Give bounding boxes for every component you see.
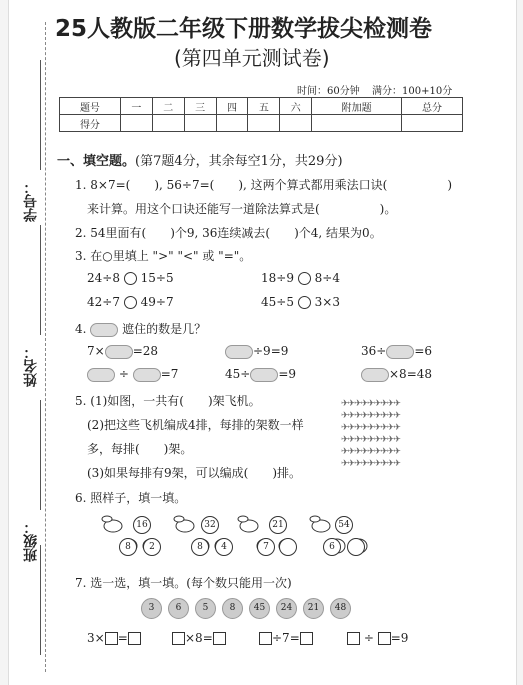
- q4-eq: [225, 367, 296, 382]
- number-badge: 48: [330, 598, 351, 619]
- compare-circle[interactable]: [124, 296, 137, 309]
- expr: 15÷5: [140, 271, 174, 285]
- page-title: 25人教版二年级下册数学拔尖检测卷: [55, 16, 433, 42]
- answer-box[interactable]: [213, 632, 226, 645]
- eq-part: =: [117, 631, 128, 645]
- top-number: 54: [335, 516, 353, 534]
- exam-time: 时间：60分钟: [297, 86, 360, 97]
- q2-text: 2. 54里面有( )个9, 36连续减去( )个4, 结果为0。: [75, 226, 382, 240]
- q4-eq: [87, 367, 178, 382]
- top-number: 16: [133, 516, 151, 534]
- score-table-header-row: [60, 98, 463, 115]
- expr: 45÷5: [261, 295, 294, 309]
- eq-part: ÷9=9: [253, 344, 289, 358]
- q5-line2: (2)把这些飞机编成4排，每排的架数一样: [87, 418, 304, 432]
- answer-box[interactable]: [105, 632, 118, 645]
- q4-stem: [75, 320, 206, 337]
- page-subtitle: (第四单元测试卷): [174, 46, 330, 70]
- score-table: [59, 97, 463, 132]
- q5-line1: 5. (1)如图，一共有( )架飞机。: [75, 394, 261, 408]
- q4-eq: [87, 344, 158, 359]
- q4-num: 4.: [75, 322, 87, 336]
- planes-row: ✈✈✈✈✈✈✈✈✈: [341, 447, 400, 457]
- bee-flower-group: [171, 514, 239, 554]
- expr: 42÷7: [87, 295, 120, 309]
- answer-box[interactable]: [300, 632, 313, 645]
- answer-circle[interactable]: [347, 538, 365, 556]
- score-cell[interactable]: [152, 115, 184, 132]
- eq-part: 7×: [87, 344, 105, 358]
- number-badge: 3: [141, 598, 162, 619]
- number-badge: 45: [249, 598, 270, 619]
- cloud-icon[interactable]: [87, 368, 115, 382]
- q1-line1: 1. 8×7=( ), 56÷7=( ), 这两个算式都用乘法口诀( ): [75, 178, 453, 192]
- answer-box[interactable]: [378, 632, 391, 645]
- line-bottom: [40, 545, 41, 655]
- row-label: 得分: [60, 115, 121, 132]
- q7-eq: [172, 631, 226, 645]
- q3-item: [261, 271, 340, 285]
- compare-circle[interactable]: [298, 272, 311, 285]
- label-banji: 班级：: [23, 520, 39, 562]
- answer-box[interactable]: [172, 632, 185, 645]
- line-xuehao: [40, 60, 41, 170]
- section-title: 一、填空题。: [57, 154, 136, 169]
- cloud-icon: [90, 323, 118, 337]
- compare-circle[interactable]: [124, 272, 137, 285]
- q7-eq: [259, 631, 313, 645]
- bee-flower-group: [235, 514, 303, 554]
- section-heading: [57, 150, 343, 169]
- top-number: 21: [269, 516, 287, 534]
- q6-stem: 6. 照样子，填一填。: [75, 491, 187, 505]
- expr: 49÷7: [140, 295, 174, 309]
- header-cell: 题号: [60, 98, 121, 115]
- left-number: 7: [257, 538, 275, 556]
- right-number: 2: [143, 538, 161, 556]
- planes-row: ✈✈✈✈✈✈✈✈✈: [341, 435, 400, 445]
- eq-part: 36÷: [361, 344, 387, 358]
- answer-box[interactable]: [347, 632, 360, 645]
- answer-box[interactable]: [128, 632, 141, 645]
- cloud-icon[interactable]: [361, 368, 389, 382]
- expr: 3×3: [314, 295, 340, 309]
- answer-circle[interactable]: [279, 538, 297, 556]
- q3-stem: 3. 在○里填上 ">" "<" 或 "="。: [75, 249, 252, 263]
- cloud-icon[interactable]: [386, 345, 414, 359]
- eq-part: ×8=48: [389, 367, 433, 381]
- score-cell[interactable]: [120, 115, 152, 132]
- q4-eq: [225, 344, 288, 359]
- binding-line: [45, 22, 46, 672]
- header-cell: 附加题: [312, 98, 402, 115]
- eq-part: =9: [278, 367, 297, 381]
- q3-item: [87, 271, 174, 285]
- score-cell[interactable]: [280, 115, 312, 132]
- right-number: 4: [215, 538, 233, 556]
- number-badge: 8: [222, 598, 243, 619]
- q5-line3: 多，每排( )架。: [87, 442, 193, 456]
- number-badge: 24: [276, 598, 297, 619]
- eq-part: ÷: [363, 631, 374, 645]
- q3-item: [87, 295, 174, 309]
- score-cell[interactable]: [216, 115, 248, 132]
- number-badge: 21: [303, 598, 324, 619]
- score-cell[interactable]: [402, 115, 463, 132]
- eq-part: =9: [390, 631, 409, 645]
- exam-full-score: 满分：100+10分: [372, 86, 453, 97]
- cloud-icon[interactable]: [250, 368, 278, 382]
- q4-stem-text: 遮住的数是几？: [122, 322, 207, 336]
- number-badge: 5: [195, 598, 216, 619]
- q4-eq: [361, 344, 432, 359]
- planes-row: ✈✈✈✈✈✈✈✈✈: [341, 459, 400, 469]
- q3-item: [261, 295, 340, 309]
- label-xingming: 姓名：: [23, 345, 39, 387]
- planes-row: ✈✈✈✈✈✈✈✈✈: [341, 399, 400, 409]
- q1-line2: 来计算。用这个口诀还能写一道除法算式是( )。: [87, 202, 397, 216]
- eq-part: 3×: [87, 631, 105, 645]
- bee-flower-group: [99, 514, 167, 554]
- score-cell[interactable]: [248, 115, 280, 132]
- eq-part: =6: [414, 344, 433, 358]
- cloud-icon[interactable]: [133, 368, 161, 382]
- exam-page: [8, 0, 517, 685]
- planes-row: ✈✈✈✈✈✈✈✈✈: [341, 411, 400, 421]
- cloud-icon[interactable]: [225, 345, 253, 359]
- header-cell: 六: [280, 98, 312, 115]
- q4-eq: [361, 367, 432, 382]
- expr: 18÷9: [261, 271, 294, 285]
- cloud-icon[interactable]: [105, 345, 133, 359]
- eq-part: =28: [132, 344, 159, 358]
- header-cell: 四: [216, 98, 248, 115]
- left-number: 8: [119, 538, 137, 556]
- section-note: (第7题4分，其余每空1分，共29分): [135, 154, 343, 169]
- score-cell[interactable]: [312, 115, 402, 132]
- eq-part: ×8=: [185, 631, 213, 645]
- top-number: 32: [201, 516, 219, 534]
- eq-part: ÷7=: [272, 631, 300, 645]
- expr: 24÷8: [87, 271, 120, 285]
- q5-line4: (3)如果每排有9架，可以编成( )排。: [87, 466, 301, 480]
- header-cell: 总分: [402, 98, 463, 115]
- score-table-score-row: [60, 115, 463, 132]
- header-cell: 三: [184, 98, 216, 115]
- score-cell[interactable]: [184, 115, 216, 132]
- eq-part: =7: [160, 367, 179, 381]
- eq-part: ÷: [118, 367, 129, 381]
- q7-eq: [347, 631, 408, 645]
- line-xingming: [40, 225, 41, 335]
- answer-box[interactable]: [259, 632, 272, 645]
- q7-stem: 7. 选一选，填一填。(每个数只能用一次): [75, 576, 292, 590]
- header-cell: 五: [248, 98, 280, 115]
- planes-image: [341, 398, 400, 470]
- q7-eq: [87, 631, 141, 645]
- line-banji: [40, 400, 41, 510]
- header-cell: 一: [120, 98, 152, 115]
- expr: 8÷4: [314, 271, 340, 285]
- compare-circle[interactable]: [298, 296, 311, 309]
- left-number: 6: [323, 538, 341, 556]
- left-number: 8: [191, 538, 209, 556]
- planes-row: ✈✈✈✈✈✈✈✈✈: [341, 423, 400, 433]
- number-badge: 6: [168, 598, 189, 619]
- bee-flower-group: [307, 514, 375, 554]
- header-cell: 二: [152, 98, 184, 115]
- label-xuehao: 学号：: [23, 180, 39, 222]
- eq-part: 45÷: [225, 367, 251, 381]
